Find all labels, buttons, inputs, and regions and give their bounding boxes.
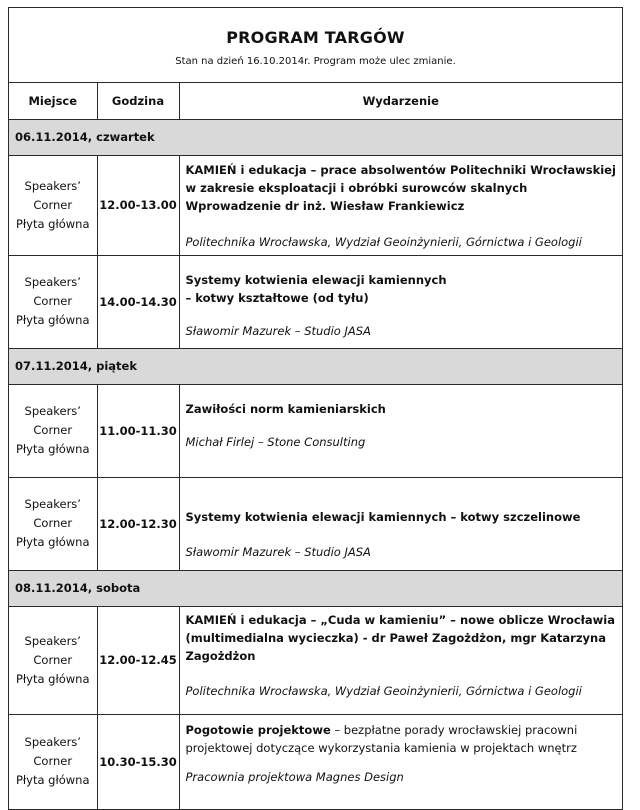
event-row bbox=[9, 606, 622, 714]
event-place bbox=[9, 255, 97, 348]
event-place bbox=[9, 384, 97, 477]
day-row bbox=[9, 570, 622, 606]
event-title bbox=[186, 256, 617, 307]
event-title bbox=[186, 478, 617, 526]
place-line: Speakers’ bbox=[24, 633, 81, 648]
event-title-line: Zagożdżon bbox=[185, 648, 256, 663]
event-title-line bbox=[186, 721, 617, 739]
event-row bbox=[9, 384, 622, 477]
event-title-line: Zawiłości norm kamieniarskich bbox=[185, 401, 386, 416]
program-table bbox=[9, 83, 622, 809]
event-time: 12.00-12.30 bbox=[97, 477, 179, 570]
event-place bbox=[9, 606, 97, 714]
page-title: PROGRAM TARGÓW bbox=[226, 28, 405, 47]
place-line: Corner bbox=[33, 516, 73, 530]
event-title-line: projektowej dotyczące wykorzystania kamienia w projektach wnętrz bbox=[185, 740, 577, 755]
day-label: 06.11.2014, czwartek bbox=[9, 119, 622, 155]
event-title-line: (multimedialna wycieczka) - dr Paweł Zagożdżon, mgr Katarzyna bbox=[185, 630, 606, 645]
event-row bbox=[9, 155, 622, 255]
day-label: 07.11.2014, piątek bbox=[9, 348, 622, 384]
event-description bbox=[179, 384, 622, 477]
event-organizer: Sławomir Mazurek – Studio JASA bbox=[185, 544, 371, 559]
place-line: Płyta główna bbox=[15, 773, 90, 788]
place-line: Płyta główna bbox=[15, 313, 90, 327]
event-place bbox=[9, 155, 97, 255]
event-title-line: Wprowadzenie dr inż. Wiesław Frankiewicz bbox=[185, 198, 465, 213]
event-title-line: Systemy kotwienia elewacji kamiennych bbox=[185, 272, 447, 287]
column-header-event: Wydarzenie bbox=[179, 83, 622, 119]
day-row bbox=[9, 348, 622, 384]
event-title-line: KAMIEŃ i edukacja – prace absolwentów Politechniki Wrocławskiej bbox=[185, 162, 616, 177]
place-line: Corner bbox=[33, 423, 73, 437]
program-header bbox=[9, 8, 622, 83]
place-line: Speakers’ bbox=[24, 275, 81, 289]
event-description bbox=[179, 714, 622, 809]
event-time: 12.00-12.45 bbox=[97, 606, 179, 714]
event-time: 10.30-15.30 bbox=[97, 714, 179, 809]
event-time: 11.00-11.30 bbox=[97, 384, 179, 477]
event-time: 12.00-13.00 bbox=[97, 155, 179, 255]
place-line: Płyta główna bbox=[15, 442, 90, 456]
event-description bbox=[179, 255, 622, 348]
event-title-line: Systemy kotwienia elewacji kamiennych – kotwy szczelinowe bbox=[185, 509, 581, 524]
place-line: Corner bbox=[33, 754, 73, 769]
page-subtitle: Stan na dzień 16.10.2014r. Program może ulec zmianie. bbox=[175, 56, 456, 67]
column-header-time: Godzina bbox=[97, 83, 179, 119]
event-place bbox=[9, 714, 97, 809]
program-document bbox=[8, 7, 623, 810]
place-line: Corner bbox=[33, 294, 73, 308]
column-header-place: Miejsce bbox=[9, 83, 97, 119]
event-description bbox=[179, 477, 622, 570]
table-header-row bbox=[9, 83, 622, 119]
day-row bbox=[9, 119, 622, 155]
event-title-line: – kotwy kształtowe (od tyłu) bbox=[185, 290, 369, 305]
event-row bbox=[9, 255, 622, 348]
event-place bbox=[9, 477, 97, 570]
place-line: Speakers’ bbox=[24, 735, 81, 750]
event-title-bold: Pogotowie projektowe bbox=[185, 722, 331, 737]
event-organizer: Politechnika Wrocławska, Wydział Geoinżynierii, Górnictwa i Geologii bbox=[185, 234, 582, 249]
event-organizer: Pracownia projektowa Magnes Design bbox=[185, 769, 404, 784]
place-line: Płyta główna bbox=[15, 216, 90, 231]
event-organizer: Michał Firlej – Stone Consulting bbox=[185, 434, 366, 449]
event-title-rest: – bezpłatne porady wrocławskiej pracowni bbox=[330, 722, 578, 737]
place-line: Corner bbox=[33, 652, 73, 667]
place-line: Płyta główna bbox=[15, 535, 90, 549]
event-title-line: KAMIEŃ i edukacja – „Cuda w kamieniu” – nowe oblicze Wrocławia bbox=[185, 612, 616, 627]
place-line: Speakers’ bbox=[24, 497, 81, 511]
event-organizer: Sławomir Mazurek – Studio JASA bbox=[185, 323, 371, 338]
event-title bbox=[186, 607, 617, 665]
place-line: Płyta główna bbox=[15, 671, 90, 686]
day-label: 08.11.2014, sobota bbox=[9, 570, 622, 606]
event-organizer: Politechnika Wrocławska, Wydział Geoinżynierii, Górnictwa i Geologii bbox=[185, 683, 582, 698]
event-description bbox=[179, 155, 622, 255]
event-title bbox=[186, 385, 617, 418]
event-title bbox=[186, 156, 617, 215]
event-row bbox=[9, 714, 622, 809]
place-line: Speakers’ bbox=[24, 178, 81, 193]
place-line: Speakers’ bbox=[24, 404, 81, 418]
event-time: 14.00-14.30 bbox=[97, 255, 179, 348]
event-row bbox=[9, 477, 622, 570]
event-title-line: w zakresie eksploatacji i obróbki surowców skalnych bbox=[185, 180, 528, 195]
place-line: Corner bbox=[33, 197, 73, 212]
event-title bbox=[186, 715, 617, 757]
event-description bbox=[179, 606, 622, 714]
